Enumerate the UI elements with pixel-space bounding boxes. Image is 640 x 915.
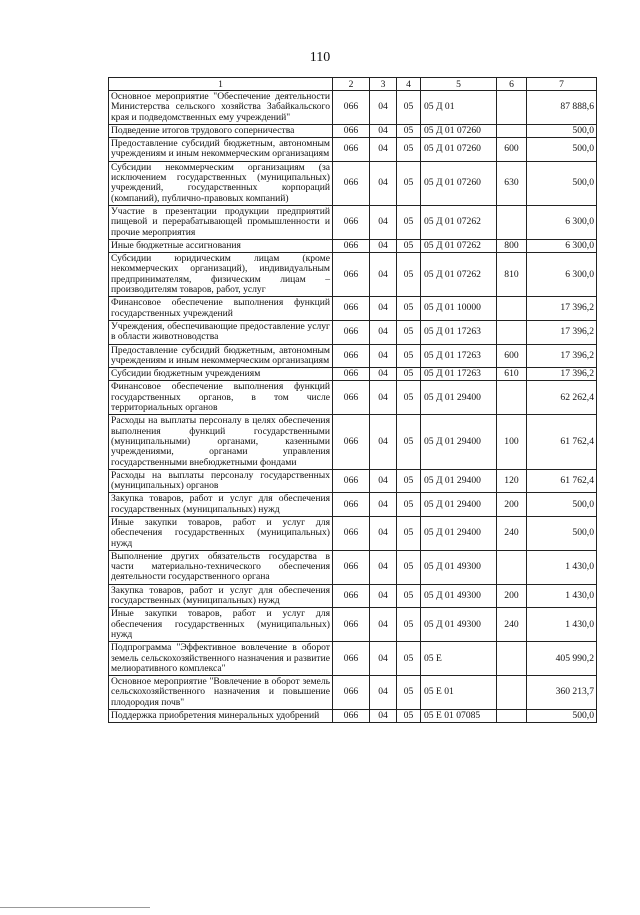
row-section: 04 bbox=[370, 469, 397, 493]
row-description: Финансовое обеспечение выполнения функций государственных органов, в том числе территориальных органов bbox=[109, 381, 333, 415]
footer-divider bbox=[0, 907, 150, 908]
row-target-article: 05 Д 01 17263 bbox=[421, 368, 497, 381]
row-description: Финансовое обеспечение выполнения функций государственных учреждений bbox=[109, 297, 333, 321]
table-row bbox=[109, 297, 597, 321]
row-description: Предоставление субсидий бюджетным, автономным учреждениям и иным некоммерческим организациям bbox=[109, 138, 333, 162]
header-col-2: 2 bbox=[333, 78, 370, 91]
row-section: 04 bbox=[370, 161, 397, 205]
row-target-article: 05 Д 01 07262 bbox=[421, 239, 497, 252]
page-number: 110 bbox=[309, 50, 331, 65]
row-expense-type: 810 bbox=[497, 253, 527, 297]
row-section: 04 bbox=[370, 516, 397, 550]
row-description: Субсидии некоммерческим организациям (за исключением государственных (муниципальных) учреждений, государственных корпораций (компаний), публично-правовых компаний) bbox=[109, 161, 333, 205]
row-expense-type bbox=[497, 205, 527, 239]
table-row bbox=[109, 161, 597, 205]
row-admin-code: 066 bbox=[333, 469, 370, 493]
row-amount: 500,0 bbox=[527, 710, 597, 723]
row-amount: 360 213,7 bbox=[527, 676, 597, 710]
row-amount: 500,0 bbox=[527, 493, 597, 517]
table-row bbox=[109, 205, 597, 239]
row-admin-code: 066 bbox=[333, 297, 370, 321]
row-amount: 17 396,2 bbox=[527, 320, 597, 344]
row-target-article: 05 Д 01 07262 bbox=[421, 205, 497, 239]
row-subsection: 05 bbox=[397, 320, 421, 344]
row-target-article: 05 Д 01 07260 bbox=[421, 161, 497, 205]
row-description: Закупка товаров, работ и услуг для обеспечения государственных (муниципальных) нужд bbox=[109, 493, 333, 517]
row-amount: 62 262,4 bbox=[527, 381, 597, 415]
row-amount: 1 430,0 bbox=[527, 608, 597, 642]
row-description: Подпрограмма "Эффективное вовлечение в оборот земель сельскохозяйственного назначения и развитие мелиоративного комплекса" bbox=[109, 642, 333, 676]
row-target-article: 05 Д 01 10000 bbox=[421, 297, 497, 321]
row-expense-type bbox=[497, 676, 527, 710]
table-row bbox=[109, 344, 597, 368]
row-section: 04 bbox=[370, 368, 397, 381]
row-section: 04 bbox=[370, 124, 397, 137]
row-subsection: 05 bbox=[397, 381, 421, 415]
row-target-article: 05 Д 01 17263 bbox=[421, 320, 497, 344]
row-description: Субсидии юридическим лицам (кроме некоммерческих организаций), индивидуальным предпринимателям, физическим лицам – производителям товаров, работ, услуг bbox=[109, 253, 333, 297]
row-subsection: 05 bbox=[397, 124, 421, 137]
row-expense-type bbox=[497, 91, 527, 125]
row-description: Основное мероприятие "Обеспечение деятельности Министерства сельского хозяйства Забайкальского края и подведомственных ему учреждений" bbox=[109, 91, 333, 125]
row-expense-type: 200 bbox=[497, 584, 527, 608]
row-admin-code: 066 bbox=[333, 493, 370, 517]
row-amount: 500,0 bbox=[527, 516, 597, 550]
row-subsection: 05 bbox=[397, 469, 421, 493]
row-admin-code: 066 bbox=[333, 124, 370, 137]
header-row bbox=[109, 78, 597, 91]
row-amount: 6 300,0 bbox=[527, 253, 597, 297]
row-admin-code: 066 bbox=[333, 710, 370, 723]
table-row bbox=[109, 516, 597, 550]
row-admin-code: 066 bbox=[333, 253, 370, 297]
row-section: 04 bbox=[370, 642, 397, 676]
row-admin-code: 066 bbox=[333, 320, 370, 344]
row-description: Субсидии бюджетным учреждениям bbox=[109, 368, 333, 381]
row-amount: 500,0 bbox=[527, 161, 597, 205]
row-admin-code: 066 bbox=[333, 415, 370, 469]
row-subsection: 05 bbox=[397, 415, 421, 469]
row-admin-code: 066 bbox=[333, 138, 370, 162]
row-subsection: 05 bbox=[397, 676, 421, 710]
table-row bbox=[109, 138, 597, 162]
row-amount: 17 396,2 bbox=[527, 344, 597, 368]
row-target-article: 05 Д 01 29400 bbox=[421, 493, 497, 517]
row-description: Иные закупки товаров, работ и услуг для обеспечения государственных (муниципальных) нужд bbox=[109, 516, 333, 550]
table-row bbox=[109, 550, 597, 584]
row-admin-code: 066 bbox=[333, 91, 370, 125]
row-expense-type: 120 bbox=[497, 469, 527, 493]
table-row bbox=[109, 239, 597, 252]
row-section: 04 bbox=[370, 550, 397, 584]
row-expense-type bbox=[497, 124, 527, 137]
row-target-article: 05 Д 01 49300 bbox=[421, 608, 497, 642]
header-col-3: 3 bbox=[370, 78, 397, 91]
table-row bbox=[109, 368, 597, 381]
row-subsection: 05 bbox=[397, 138, 421, 162]
header-col-5: 5 bbox=[421, 78, 497, 91]
row-section: 04 bbox=[370, 584, 397, 608]
table-row bbox=[109, 320, 597, 344]
row-target-article: 05 Д 01 17263 bbox=[421, 344, 497, 368]
row-amount: 17 396,2 bbox=[527, 297, 597, 321]
table-row bbox=[109, 493, 597, 517]
row-description: Основное мероприятие "Вовлечение в оборот земель сельскохозяйственного назначения и повышение плодородия почв" bbox=[109, 676, 333, 710]
row-target-article: 05 Д 01 49300 bbox=[421, 550, 497, 584]
row-admin-code: 066 bbox=[333, 381, 370, 415]
row-target-article: 05 Е 01 07085 bbox=[421, 710, 497, 723]
row-subsection: 05 bbox=[397, 205, 421, 239]
row-subsection: 05 bbox=[397, 710, 421, 723]
row-target-article: 05 Д 01 29400 bbox=[421, 469, 497, 493]
row-description: Выполнение других обязательств государства в части материально-технического обеспечения деятельности государственного органа bbox=[109, 550, 333, 584]
row-admin-code: 066 bbox=[333, 161, 370, 205]
row-amount: 61 762,4 bbox=[527, 415, 597, 469]
row-expense-type: 200 bbox=[497, 493, 527, 517]
row-subsection: 05 bbox=[397, 584, 421, 608]
row-expense-type: 610 bbox=[497, 368, 527, 381]
header-col-6: 6 bbox=[497, 78, 527, 91]
row-admin-code: 066 bbox=[333, 516, 370, 550]
row-admin-code: 066 bbox=[333, 584, 370, 608]
row-amount: 1 430,0 bbox=[527, 584, 597, 608]
header-col-1: 1 bbox=[109, 78, 333, 91]
row-expense-type: 800 bbox=[497, 239, 527, 252]
row-subsection: 05 bbox=[397, 161, 421, 205]
row-section: 04 bbox=[370, 91, 397, 125]
table-row bbox=[109, 253, 597, 297]
row-expense-type bbox=[497, 381, 527, 415]
row-admin-code: 066 bbox=[333, 239, 370, 252]
row-section: 04 bbox=[370, 676, 397, 710]
row-subsection: 05 bbox=[397, 516, 421, 550]
row-subsection: 05 bbox=[397, 368, 421, 381]
row-expense-type: 600 bbox=[497, 344, 527, 368]
row-expense-type bbox=[497, 550, 527, 584]
row-description: Иные закупки товаров, работ и услуг для обеспечения государственных (муниципальных) нужд bbox=[109, 608, 333, 642]
row-description: Поддержка приобретения минеральных удобрений bbox=[109, 710, 333, 723]
row-amount: 61 762,4 bbox=[527, 469, 597, 493]
row-expense-type bbox=[497, 642, 527, 676]
row-section: 04 bbox=[370, 608, 397, 642]
header-col-4: 4 bbox=[397, 78, 421, 91]
row-description: Предоставление субсидий бюджетным, автономным учреждениям и иным некоммерческим организациям bbox=[109, 344, 333, 368]
row-section: 04 bbox=[370, 253, 397, 297]
row-target-article: 05 Д 01 49300 bbox=[421, 584, 497, 608]
table-row bbox=[109, 124, 597, 137]
row-section: 04 bbox=[370, 710, 397, 723]
row-admin-code: 066 bbox=[333, 368, 370, 381]
row-section: 04 bbox=[370, 493, 397, 517]
row-target-article: 05 Д 01 29400 bbox=[421, 415, 497, 469]
row-subsection: 05 bbox=[397, 239, 421, 252]
row-section: 04 bbox=[370, 415, 397, 469]
row-description: Участие в презентации продукции предприятий пищевой и перерабатывающей промышленности и прочие мероприятия bbox=[109, 205, 333, 239]
row-expense-type bbox=[497, 710, 527, 723]
row-target-article: 05 Е 01 bbox=[421, 676, 497, 710]
row-subsection: 05 bbox=[397, 493, 421, 517]
row-amount: 87 888,6 bbox=[527, 91, 597, 125]
table-body bbox=[109, 91, 597, 723]
row-subsection: 05 bbox=[397, 344, 421, 368]
row-description: Иные бюджетные ассигнования bbox=[109, 239, 333, 252]
table-row bbox=[109, 91, 597, 125]
row-subsection: 05 bbox=[397, 550, 421, 584]
row-expense-type: 630 bbox=[497, 161, 527, 205]
table-row bbox=[109, 415, 597, 469]
row-expense-type: 240 bbox=[497, 516, 527, 550]
table-row bbox=[109, 642, 597, 676]
row-amount: 17 396,2 bbox=[527, 368, 597, 381]
row-amount: 6 300,0 bbox=[527, 205, 597, 239]
row-description: Подведение итогов трудового соперничества bbox=[109, 124, 333, 137]
row-subsection: 05 bbox=[397, 297, 421, 321]
row-admin-code: 066 bbox=[333, 205, 370, 239]
row-section: 04 bbox=[370, 239, 397, 252]
row-amount: 6 300,0 bbox=[527, 239, 597, 252]
row-section: 04 bbox=[370, 205, 397, 239]
table-row bbox=[109, 584, 597, 608]
row-amount: 1 430,0 bbox=[527, 550, 597, 584]
row-target-article: 05 Д 01 07260 bbox=[421, 124, 497, 137]
row-subsection: 05 bbox=[397, 91, 421, 125]
row-target-article: 05 Д 01 29400 bbox=[421, 381, 497, 415]
row-target-article: 05 Д 01 bbox=[421, 91, 497, 125]
header-col-7: 7 bbox=[527, 78, 597, 91]
row-subsection: 05 bbox=[397, 608, 421, 642]
row-subsection: 05 bbox=[397, 253, 421, 297]
row-amount: 500,0 bbox=[527, 124, 597, 137]
row-admin-code: 066 bbox=[333, 642, 370, 676]
row-expense-type bbox=[497, 320, 527, 344]
row-description: Расходы на выплаты персоналу государственных (муниципальных) органов bbox=[109, 469, 333, 493]
budget-table bbox=[108, 77, 597, 723]
row-target-article: 05 Д 01 29400 bbox=[421, 516, 497, 550]
row-section: 04 bbox=[370, 297, 397, 321]
row-section: 04 bbox=[370, 344, 397, 368]
row-target-article: 05 Д 01 07260 bbox=[421, 138, 497, 162]
row-admin-code: 066 bbox=[333, 550, 370, 584]
table-row bbox=[109, 676, 597, 710]
row-target-article: 05 Е bbox=[421, 642, 497, 676]
table-row bbox=[109, 710, 597, 723]
row-expense-type: 600 bbox=[497, 138, 527, 162]
row-expense-type: 240 bbox=[497, 608, 527, 642]
row-description: Закупка товаров, работ и услуг для обеспечения государственных (муниципальных) нужд bbox=[109, 584, 333, 608]
row-amount: 405 990,2 bbox=[527, 642, 597, 676]
row-target-article: 05 Д 01 07262 bbox=[421, 253, 497, 297]
table-row bbox=[109, 469, 597, 493]
row-subsection: 05 bbox=[397, 642, 421, 676]
row-description: Учреждения, обеспечивающие предоставление услуг в области животноводства bbox=[109, 320, 333, 344]
row-description: Расходы на выплаты персоналу в целях обеспечения выполнения функций государственными (муниципальными) органами, казенными учреждениями, органами управления государственными внебюджетными фондами bbox=[109, 415, 333, 469]
row-section: 04 bbox=[370, 320, 397, 344]
row-section: 04 bbox=[370, 381, 397, 415]
row-expense-type: 100 bbox=[497, 415, 527, 469]
table-row bbox=[109, 608, 597, 642]
row-amount: 500,0 bbox=[527, 138, 597, 162]
row-expense-type bbox=[497, 297, 527, 321]
row-admin-code: 066 bbox=[333, 676, 370, 710]
table-row bbox=[109, 381, 597, 415]
row-admin-code: 066 bbox=[333, 608, 370, 642]
row-section: 04 bbox=[370, 138, 397, 162]
row-admin-code: 066 bbox=[333, 344, 370, 368]
